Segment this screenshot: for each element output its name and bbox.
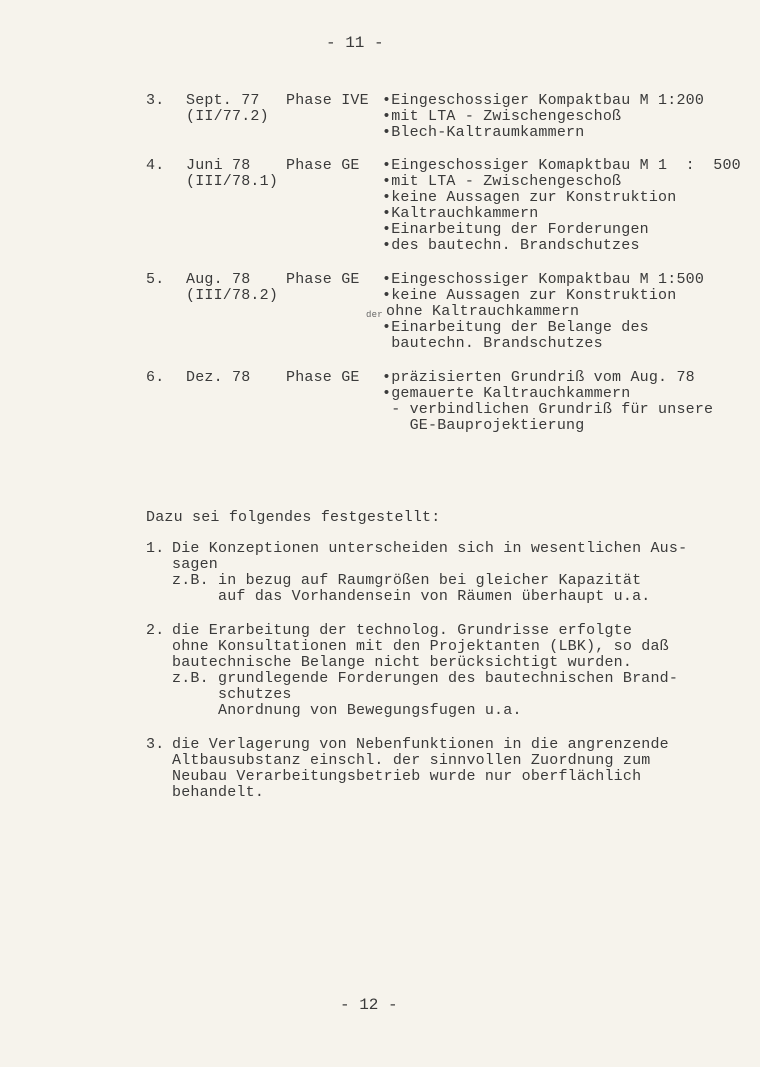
phase-3-date: Sept. 77 — [186, 92, 260, 109]
page-number: - 11 - — [326, 34, 384, 52]
phase-3-label: Phase IVE — [286, 92, 369, 109]
phase-5-ref: (III/78.2) — [186, 287, 279, 304]
point-1-line-1: Die Konzeptionen unterscheiden sich in wesentlichen Aus- — [172, 540, 688, 557]
phase-4-item-2: •mit LTA - Zwischengeschoß — [382, 173, 622, 190]
phase-3-item-1: •Eingeschossiger Kompaktbau M 1:200 — [382, 92, 705, 109]
phase-4-item-1: •Eingeschossiger Komapktbau M 1 : 500 — [382, 157, 741, 174]
phase-5-label: Phase GE — [286, 271, 360, 288]
phase-4-item-4: •Kaltrauchkammern — [382, 205, 539, 222]
phase-4-date: Juni 78 — [186, 157, 251, 174]
phase-6-item-4: GE-Bauprojektierung — [382, 417, 585, 434]
point-2-line-5: schutzes — [172, 686, 292, 703]
phase-5-handwritten-insertion: der — [366, 310, 383, 320]
next-page-number: - 12 - — [340, 996, 398, 1014]
phase-5-item-4: •Einarbeitung der Belange des — [382, 319, 649, 336]
phase-3-num: 3. — [146, 92, 165, 109]
phase-4-label: Phase GE — [286, 157, 360, 174]
phase-3-item-3: •Blech-Kaltraumkammern — [382, 124, 585, 141]
point-2-line-2: ohne Konsultationen mit den Projektanten (LBK), so daß — [172, 638, 669, 655]
point-1-line-4: auf das Vorhandensein von Räumen überhaupt u.a. — [172, 588, 651, 605]
phase-6-date: Dez. 78 — [186, 369, 251, 386]
point-3-line-3: Neubau Verarbeitungsbetrieb wurde nur oberflächlich — [172, 768, 642, 785]
point-1-num: 1. — [146, 540, 165, 557]
phase-4-ref: (III/78.1) — [186, 173, 279, 190]
point-2-num: 2. — [146, 622, 165, 639]
point-2-line-1: die Erarbeitung der technolog. Grundrisse erfolgte — [172, 622, 633, 639]
phase-5-date: Aug. 78 — [186, 271, 251, 288]
phase-6-label: Phase GE — [286, 369, 360, 386]
point-2-line-6: Anordnung von Bewegungsfugen u.a. — [172, 702, 522, 719]
phase-5-num: 5. — [146, 271, 165, 288]
phase-6-item-3: - verbindlichen Grundriß für unsere — [382, 401, 714, 418]
point-3-line-1: die Verlagerung von Nebenfunktionen in die angrenzende — [172, 736, 669, 753]
point-3-num: 3. — [146, 736, 165, 753]
phase-3-item-2: •mit LTA - Zwischengeschoß — [382, 108, 622, 125]
phase-4-num: 4. — [146, 157, 165, 174]
phase-4-item-5: •Einarbeitung der Forderungen — [382, 221, 649, 238]
phase-6-item-1: •präzisierten Grundriß vom Aug. 78 — [382, 369, 695, 386]
phase-4-item-3: •keine Aussagen zur Konstruktion — [382, 189, 677, 206]
phase-4-item-6: •des bautechn. Brandschutzes — [382, 237, 640, 254]
point-3-line-4: behandelt. — [172, 784, 265, 801]
point-3-line-2: Altbausubstanz einschl. der sinnvollen Zuordnung zum — [172, 752, 651, 769]
phase-5-item-2: •keine Aussagen zur Konstruktion — [382, 287, 677, 304]
point-2-line-4: z.B. grundlegende Forderungen des bautechnischen Brand- — [172, 670, 679, 687]
phase-6-item-2: •gemauerte Kaltrauchkammern — [382, 385, 631, 402]
point-2-line-3: bautechnische Belange nicht berücksichtigt wurden. — [172, 654, 633, 671]
phase-3-ref: (II/77.2) — [186, 108, 269, 125]
point-1-line-2: sagen — [172, 556, 219, 573]
phase-6-num: 6. — [146, 369, 165, 386]
point-1-line-3: z.B. in bezug auf Raumgrößen bei gleicher Kapazität — [172, 572, 642, 589]
phase-5-item-3: ohne Kaltrauchkammern — [386, 303, 580, 320]
phase-5-item-1: •Eingeschossiger Kompaktbau M 1:500 — [382, 271, 705, 288]
phase-5-item-5: bautechn. Brandschutzes — [382, 335, 603, 352]
findings-intro: Dazu sei folgendes festgestellt: — [146, 509, 441, 526]
